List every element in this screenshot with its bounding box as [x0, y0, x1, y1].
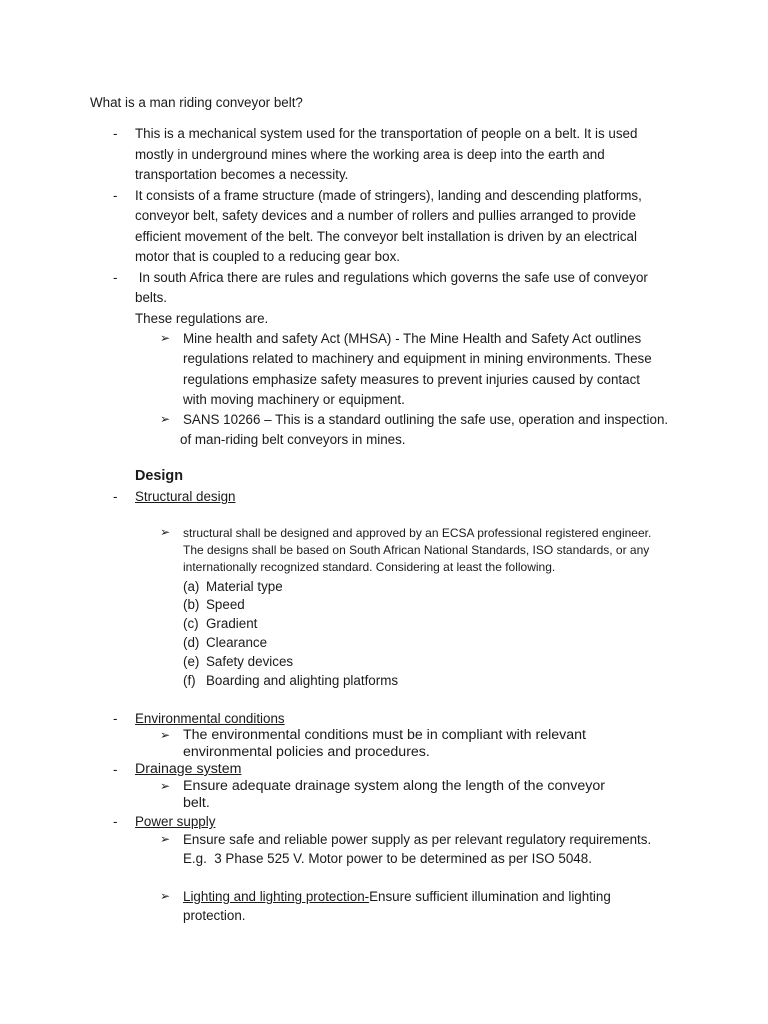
environmental-line-1: The environmental conditions must be in compliant with relevant	[183, 727, 586, 743]
list-label: (c)	[183, 616, 199, 631]
page-title: What is a man riding conveyor belt?	[90, 95, 303, 110]
list-label: (f)	[183, 673, 196, 688]
list-item-gradient: Gradient	[206, 616, 258, 631]
intro-2-line-2: conveyor belt, safety devices and a number of rollers and pullies arranged to provide	[135, 208, 636, 223]
regulation-1-line-3: regulations emphasize safety measures to prevent injuries caused by contact	[183, 372, 641, 387]
dash-bullet: -	[113, 188, 118, 203]
dash-bullet: -	[113, 270, 118, 285]
list-label: (e)	[183, 654, 200, 669]
intro-3-line-1: In south Africa there are rules and regulations which governs the safe use of conveyor	[135, 270, 648, 285]
arrow-bullet-icon: ➢	[160, 832, 171, 846]
regulations-intro: These regulations are.	[135, 311, 269, 326]
arrow-bullet-icon: ➢	[160, 779, 171, 793]
arrow-bullet-icon: ➢	[160, 728, 171, 742]
drainage-heading: Drainage system	[135, 761, 242, 777]
intro-1-line-2: mostly in underground mines where the working area is deep into the earth and	[135, 147, 605, 162]
dash-bullet: -	[113, 814, 118, 829]
list-label: (b)	[183, 597, 200, 612]
regulation-2-line-1: SANS 10266 – This is a standard outlining the safe use, operation and inspection.	[183, 412, 669, 427]
intro-1-line-1: This is a mechanical system used for the transportation of people on a belt. It is used	[135, 126, 638, 141]
structural-line-3: internationally recognized standard. Considering at least the following.	[183, 560, 556, 574]
list-item-speed: Speed	[206, 597, 245, 612]
lighting-text: Ensure sufficient illumination and lighting	[369, 889, 611, 904]
structural-line-1: structural shall be designed and approved by an ECSA professional registered engineer.	[183, 526, 652, 540]
design-heading: Design	[135, 468, 183, 484]
list-label: (a)	[183, 579, 200, 594]
structural-design-heading: Structural design	[135, 489, 236, 504]
list-item-boarding-platforms: Boarding and alighting platforms	[206, 673, 399, 688]
arrow-bullet-icon: ➢	[160, 331, 171, 345]
lighting-line-1	[183, 889, 611, 904]
intro-1-line-3: transportation becomes a necessity.	[135, 167, 349, 182]
dash-bullet: -	[113, 711, 118, 726]
intro-2-line-3: efficient movement of the belt. The conveyor belt installation is driven by an electrical	[135, 229, 637, 244]
drainage-line-1: Ensure adequate drainage system along the length of the conveyor	[183, 778, 605, 794]
power-line-1: Ensure safe and reliable power supply as per relevant regulatory requirements.	[183, 832, 652, 847]
dash-bullet: -	[113, 489, 118, 504]
dash-bullet: -	[113, 126, 118, 141]
arrow-bullet-icon: ➢	[160, 412, 171, 426]
arrow-bullet-icon: ➢	[160, 889, 171, 903]
lighting-line-2: protection.	[183, 908, 246, 923]
intro-2-line-1: It consists of a frame structure (made of stringers), landing and descending platforms,	[135, 188, 642, 203]
structural-line-2: The designs shall be based on South African National Standards, ISO standards, or any	[183, 543, 650, 557]
regulation-1-line-4: with moving machinery or equipment.	[183, 392, 405, 407]
intro-2-line-4: motor that is coupled to a reducing gear box.	[135, 249, 400, 264]
regulation-2-line-2: of man-riding belt conveyors in mines.	[180, 432, 406, 447]
power-supply-heading: Power supply	[135, 814, 216, 829]
lighting-heading: Lighting and lighting protection-	[183, 889, 370, 904]
list-item-material-type: Material type	[206, 579, 283, 594]
drainage-line-2: belt.	[183, 795, 210, 811]
list-item-safety-devices: Safety devices	[206, 654, 294, 669]
power-line-2: E.g. 3 Phase 525 V. Motor power to be determined as per ISO 5048.	[183, 851, 592, 866]
dash-bullet: -	[113, 762, 118, 777]
environmental-line-2: environmental policies and procedures.	[183, 744, 430, 760]
regulation-1-line-1: Mine health and safety Act (MHSA) - The Mine Health and Safety Act outlines	[183, 331, 642, 346]
arrow-bullet-icon: ➢	[160, 525, 171, 539]
regulation-1-line-2: regulations related to machinery and equipment in mining environments. These	[183, 351, 652, 366]
environmental-heading: Environmental conditions	[135, 711, 285, 726]
list-label: (d)	[183, 635, 200, 650]
list-item-clearance: Clearance	[206, 635, 268, 650]
intro-3-line-2: belts.	[135, 290, 168, 305]
